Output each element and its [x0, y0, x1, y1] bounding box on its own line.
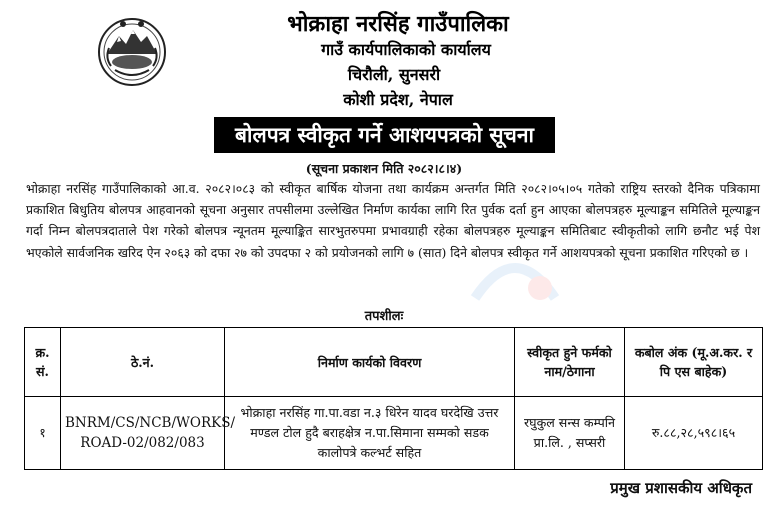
tender-table — [24, 327, 763, 470]
header-bid-amount: कबोल अंक (मू.अ.कर. र पि एस बाहेक) — [625, 328, 763, 397]
details-heading: तपशीलः — [364, 309, 404, 324]
table-header-row — [25, 328, 763, 397]
watermark-icon — [470, 248, 560, 308]
header-firm: स्वीकृत हुने फर्मको नाम/ठेगाना — [515, 328, 625, 397]
publication-date: (सूचना प्रकाशन मिति २०८२।८।४) — [305, 161, 463, 176]
office-name: गाउँ कार्यपालिकाको कार्यालय — [321, 40, 491, 59]
cell-sn: १ — [25, 397, 61, 470]
header-contract-no: ठे.नं. — [61, 328, 225, 397]
header-sn: क्र. सं. — [25, 328, 61, 397]
cell-work-description: भोक्राहा नरसिंह गा.पा.वडा न.३ धिरेन यादव घरदेखि उत्तर मण्डल टोल हुदै बराहक्षेत्र न.पा.सिमाना सम्मको सडक कालोपत्रे कल्भर्ट सहित — [225, 397, 515, 470]
address-line-1: चिरौली, सुनसरी — [347, 65, 441, 84]
org-name: भोक्राहा नरसिंह गाउँपालिका — [287, 11, 509, 37]
notice-body: भोक्राहा नरसिंह गाउँपालिकाको आ.व. २०८२।०८३ को स्वीकृत बार्षिक योजना तथा कार्यक्रम अन्तर्गत मिति २०८२।०५।०५ गतेको राष्ट्रिय स्तरको दैनिक पत्रिकामा प्रकाशित बिधुतिय बोलपत्र आहवानको सूचना अनुसार तपसीलमा उल्लेखित निर्माण कार्यका लागि रित पुर्वक दर्ता हुन आएका बोलपत्रहरु मूल्याङ्कन समितिले मूल्याङ्कन गर्दा निम्न बोलपत्रदाताले पेश गरेको बोलपत्र न्यूनतम मूल्याङ्कित सारभुतरुपमा प्रभावग्राही रहेका बोलपत्रहरु मूल्याङ्कन समितिबाट स्वीकृतीको लागि छनौट भई पेश भएकोले सार्वजनिक खरिद ऐन २०६३ को दफा २७ को उपदफा २ को प्रयोजनको लागि ७ (सात) दिने बोलपत्र स्वीकृत गर्ने आशयपत्रको सूचना प्रकाशित गरिएको छ । — [26, 181, 760, 260]
address-line-2: कोशी प्रदेश, नेपाल — [343, 90, 453, 109]
cell-firm: रघुकुल सन्स कम्पनि प्रा.लि. , सप्सरी — [515, 397, 625, 470]
header-work-description: निर्माण कार्यको विवरण — [225, 328, 515, 397]
notice-title: बोलपत्र स्वीकृत गर्ने आशयपत्रको सूचना — [214, 117, 555, 153]
table-row — [25, 397, 763, 470]
cell-bid-amount: रु.८८,२८,५९८।६५ — [625, 397, 763, 470]
signatory: प्रमुख प्रशासकीय अधिकृत — [610, 479, 752, 497]
cell-contract-no: BNRM/CS/NCB/WORKS/ ROAD-02/082/083 — [61, 397, 225, 470]
